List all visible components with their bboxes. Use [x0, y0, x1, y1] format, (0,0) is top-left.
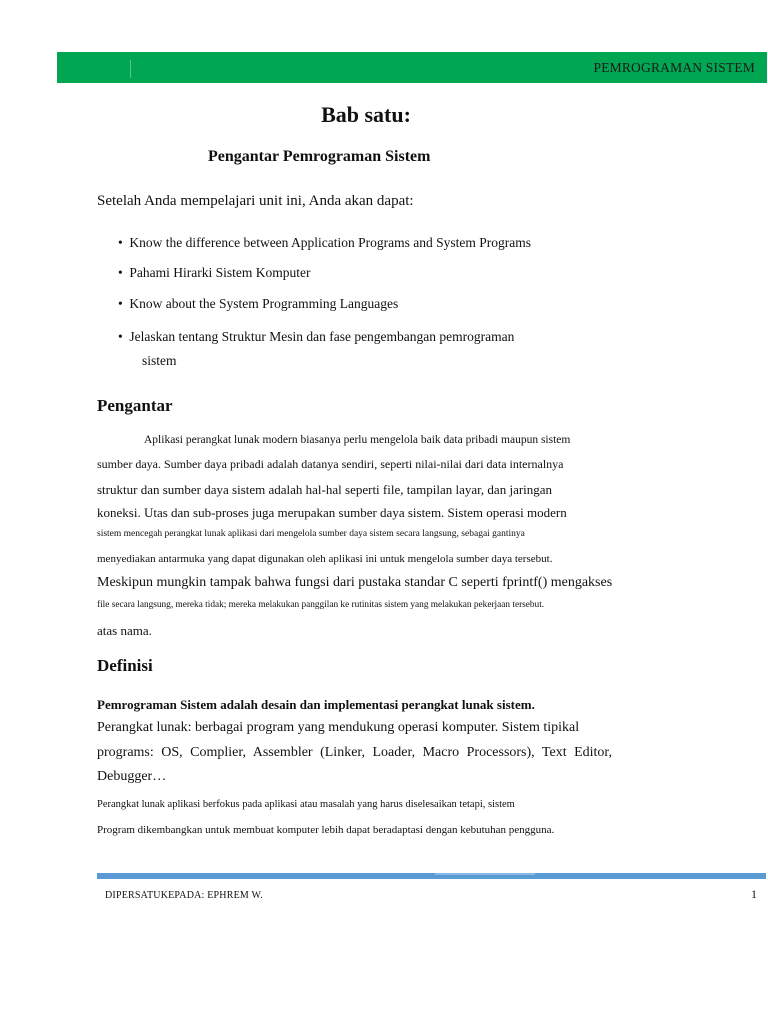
objective-text: Jelaskan tentang Struktur Mesin dan fase pengembangan pemrograman	[129, 329, 515, 344]
list-item	[118, 235, 531, 251]
intro-text: Setelah Anda mempelajari unit ini, Anda akan dapat:	[97, 193, 414, 209]
bullet-icon: •	[118, 235, 123, 250]
bullet-icon: •	[118, 329, 123, 344]
definition-statement: Pemrograman Sistem adalah desain dan implementasi perangkat lunak sistem.	[97, 697, 535, 712]
paragraph-line: file secara langsung, mereka tidak; mereka melakukan panggilan ke rutinitas sistem yang melakukan pekerjaan tersebut.	[97, 600, 545, 610]
list-item	[118, 296, 398, 312]
bullet-icon: •	[118, 296, 123, 311]
section-heading-definisi: Definisi	[97, 656, 153, 675]
objective-text: sistem	[142, 353, 177, 368]
footer-rule	[97, 873, 766, 879]
section-heading-pengantar: Pengantar	[97, 396, 173, 415]
objective-text: Pahami Hirarki Sistem Komputer	[129, 265, 311, 280]
paragraph-line: sistem mencegah perangkat lunak aplikasi dari mengelola sumber daya sistem secara langsung, sebagai gantinya	[97, 529, 525, 539]
chapter-title: Bab satu:	[321, 102, 411, 127]
footer-rule-highlight	[435, 873, 535, 875]
list-item-continuation	[142, 353, 177, 369]
header-bar	[57, 52, 767, 83]
paragraph-line: Debugger…	[97, 769, 167, 784]
objective-text: Know the difference between Application Programs and System Programs	[129, 235, 532, 250]
chapter-subtitle: Pengantar Pemrograman Sistem	[208, 148, 431, 165]
objective-text: Know about the System Programming Languages	[129, 296, 399, 311]
list-item	[118, 265, 310, 281]
paragraph-line: koneksi. Utas dan sub-proses juga merupakan sumber daya sistem. Sistem operasi modern	[97, 505, 567, 520]
paragraph-line: Perangkat lunak aplikasi berfokus pada aplikasi atau masalah yang harus diselesaikan tetapi, sistem	[97, 799, 515, 810]
list-item	[118, 329, 514, 345]
paragraph-line: Program dikembangkan untuk membuat komputer lebih dapat beradaptasi dengan kebutuhan pengguna.	[97, 824, 555, 836]
header-divider	[130, 60, 131, 78]
paragraph-line: programs: OS, Complier, Assembler (Linker, Loader, Macro Processors), Text Editor,	[97, 745, 613, 760]
paragraph-line: struktur dan sumber daya sistem adalah hal-hal seperti file, tampilan layar, dan jaringan	[97, 482, 553, 497]
header-title: PEMROGRAMAN SISTEM	[593, 60, 755, 75]
paragraph-line: atas nama.	[97, 623, 152, 638]
paragraph-line: Aplikasi perangkat lunak modern biasanya perlu mengelola baik data pribadi maupun sistem	[144, 434, 571, 446]
paragraph-line: Meskipun mungkin tampak bahwa fungsi dari pustaka standar C seperti fprintf() mengakses	[97, 575, 613, 590]
paragraph-line: Perangkat lunak: berbagai program yang mendukung operasi komputer. Sistem tipikal	[97, 720, 580, 735]
footer-author: DIPERSATUKEPADA: EPHREM W.	[105, 890, 263, 901]
paragraph-line: menyediakan antarmuka yang dapat digunakan oleh aplikasi ini untuk mengelola sumber daya tersebut.	[97, 553, 553, 565]
paragraph-line: sumber daya. Sumber daya pribadi adalah datanya sendiri, seperti nilai-nilai dari data internalnya	[97, 457, 564, 471]
bullet-icon: •	[118, 265, 123, 280]
page-number: 1	[751, 887, 757, 901]
